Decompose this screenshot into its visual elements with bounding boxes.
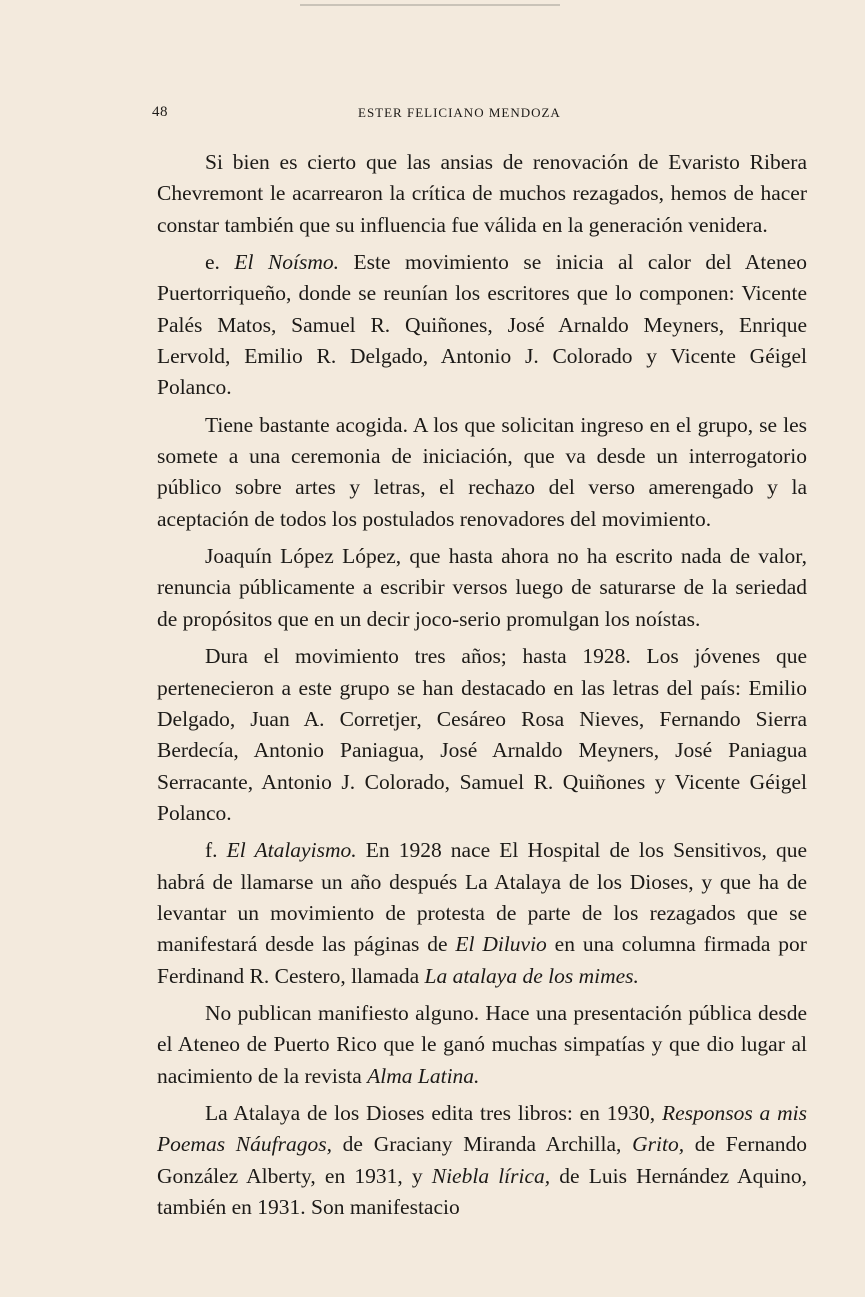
paragraph-2 xyxy=(157,247,807,404)
paragraph-4: Joaquín López López, que hasta ahora no ha escrito nada de valor, renuncia públicamente a escribir versos luego de saturarse de la seriedad de propósitos que en un decir joco-serio promulgan los noístas. xyxy=(157,544,807,631)
title-grito: Grito, xyxy=(632,1132,685,1157)
paragraph-8-text-1: La Atalaya de los Dioses edita tres libros: en 1930, xyxy=(205,1100,662,1125)
running-head-author: ESTER FELICIANO MENDOZA xyxy=(358,105,561,120)
page-number: 48 xyxy=(152,104,168,120)
paragraph-7-text: No publican manifiesto alguno. Hace una presentación pública desde el Ateneo de Puerto Rico que le ganó muchas simpatías y que dio lugar al nacimiento de la revista xyxy=(157,1000,807,1088)
paragraph-5: Dura el movimiento tres años; hasta 1928. Los jóvenes que pertenecieron a este grupo se han destacado en las letras del país: Emilio Delgado, Juan A. Corretjer, Cesáreo Rosa Nieves, Fernando Sierra Berdecía, Antonio Paniagua, José Arnaldo Meyners, José Paniagua Serracante, Antonio J. Colorado, Samuel R. Quiñones y Vicente Géigel Polanco. xyxy=(157,644,807,825)
paragraph-3: Tiene bastante acogida. A los que solicitan ingreso en el grupo, se les somete a una ceremonia de iniciación, que va desde un interrogatorio público sobre artes y letras, el rechazo del verso amerengado y la aceptación de todos los postulados renovadores del movimiento. xyxy=(157,412,807,531)
section-letter-f: f. xyxy=(205,838,227,863)
paragraph-7 xyxy=(157,998,807,1092)
title-responsos: Responsos a mis Poemas Náufragos, xyxy=(157,1100,807,1157)
paragraph-1: Si bien es cierto que las ansias de renovación de Evaristo Ribera Chevremont le acarrearon la crítica de muchos rezagados, hemos de hacer constar también que su influencia fue válida en la generación venidera. xyxy=(157,150,807,237)
top-edge-rule xyxy=(300,4,560,6)
paragraph-6-text-2: en una columna firmada por Ferdinand R. Cestero, llamada xyxy=(157,932,807,988)
body-text xyxy=(157,147,807,1229)
paragraph-8-text-4: de Luis Hernández Aquino, también en 1931. Son manifestacio xyxy=(157,1163,807,1219)
title-la-atalaya-de-los-mimes: La atalaya de los mimes. xyxy=(424,963,639,988)
paragraph-8 xyxy=(157,1098,807,1223)
section-letter-e: e. xyxy=(205,250,235,275)
title-el-diluvio: El Diluvio xyxy=(455,932,547,957)
title-alma-latina: Alma Latina. xyxy=(367,1063,480,1088)
paragraph-2-text: Este movimiento se inicia al calor del Ateneo Puertorriqueño, donde se reunían los escritores que lo componen: Vicente Palés Matos, Samuel R. Quiñones, José Arnaldo Meyners, Enrique Lervold, Emilio R. Delgado, Antonio J. Colorado y Vicente Géigel Polanco. xyxy=(157,250,807,400)
paragraph-6 xyxy=(157,835,807,992)
paragraph-8-text-2: de Graciany Miranda Archilla, xyxy=(331,1132,633,1157)
title-niebla-lirica: Niebla lírica, xyxy=(431,1163,551,1188)
paragraph-8-text-3: de Fernando González Alberty, en 1931, y xyxy=(157,1132,808,1188)
running-header xyxy=(0,104,865,124)
paragraph-6-text-1: En 1928 nace El Hospital de los Sensitivos, que habrá de llamarse un año después La Atalaya de los Dioses, y que ha de levantar un movimiento de protesta de parte de los rezagados que se manifestará desde las páginas de xyxy=(157,838,807,957)
section-title-noismo: El Noísmo. xyxy=(234,250,340,275)
section-title-atalayismo: El Atalayismo. xyxy=(226,838,357,863)
